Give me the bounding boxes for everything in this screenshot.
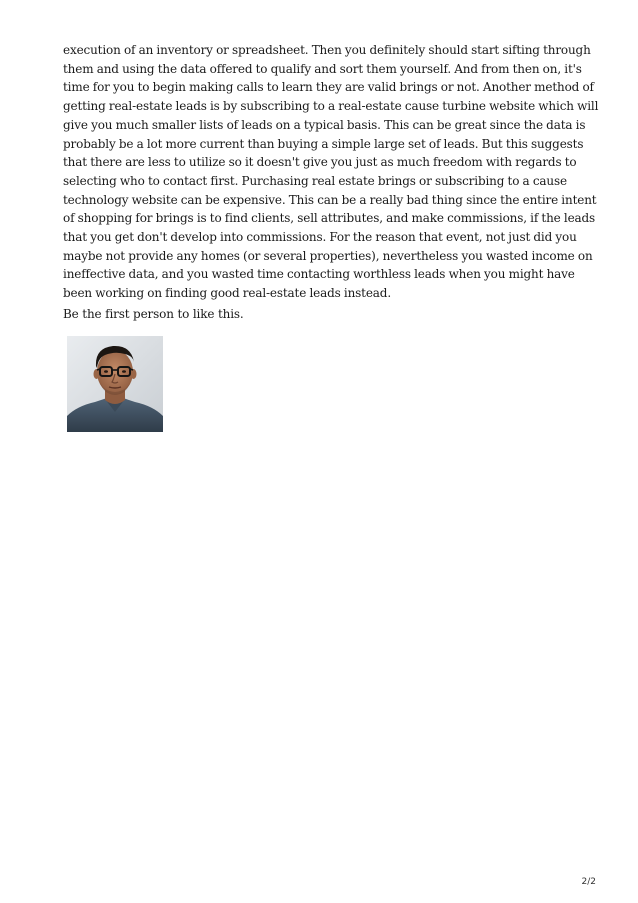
- article-line: give you much smaller lists of leads on a typical basis. This can be great since the data is: [63, 117, 586, 132]
- author-avatar[interactable]: [67, 336, 163, 432]
- article-line: technology website can be expensive. This can be a really bad thing since the entire intent: [63, 192, 597, 207]
- author-photo: [67, 336, 163, 432]
- article-line: them and using the data offered to qualify and sort them yourself. And from then on, it's: [63, 61, 582, 76]
- article-line: time for you to begin making calls to learn they are valid brings or not. Another method of: [63, 80, 594, 95]
- article-line: execution of an inventory or spreadsheet. Then you definitely should start sifting through: [63, 43, 591, 57]
- article-line: ineffective data, and you wasted time contacting worthless leads when you might have: [63, 267, 575, 282]
- article-line: selecting who to contact first. Purchasing real estate brings or subscribing to a cause: [63, 173, 567, 188]
- page-number: 2/2: [581, 877, 596, 887]
- article-line: been working on finding good real-estate leads instead.: [63, 286, 391, 301]
- article-line: probably be a lot more current than buying a simple large set of leads. But this suggests: [63, 136, 584, 151]
- article-line: that you get don't develop into commissions. For the reason that event, not just did you: [63, 230, 577, 245]
- article-line: getting real-estate leads is by subscribing to a real-estate cause turbine website which will: [63, 99, 599, 114]
- article-line: of shopping for brings is to find clients, sell attributes, and make commissions, if the leads: [63, 211, 596, 226]
- article-line: maybe not provide any homes (or several properties), nevertheless you wasted income on: [63, 248, 593, 263]
- article-body: [63, 41, 599, 303]
- article-line: that there are less to utilize so it doesn't give you just as much freedom with regards to: [63, 155, 577, 170]
- like-status-text: Be the first person to like this.: [63, 307, 244, 321]
